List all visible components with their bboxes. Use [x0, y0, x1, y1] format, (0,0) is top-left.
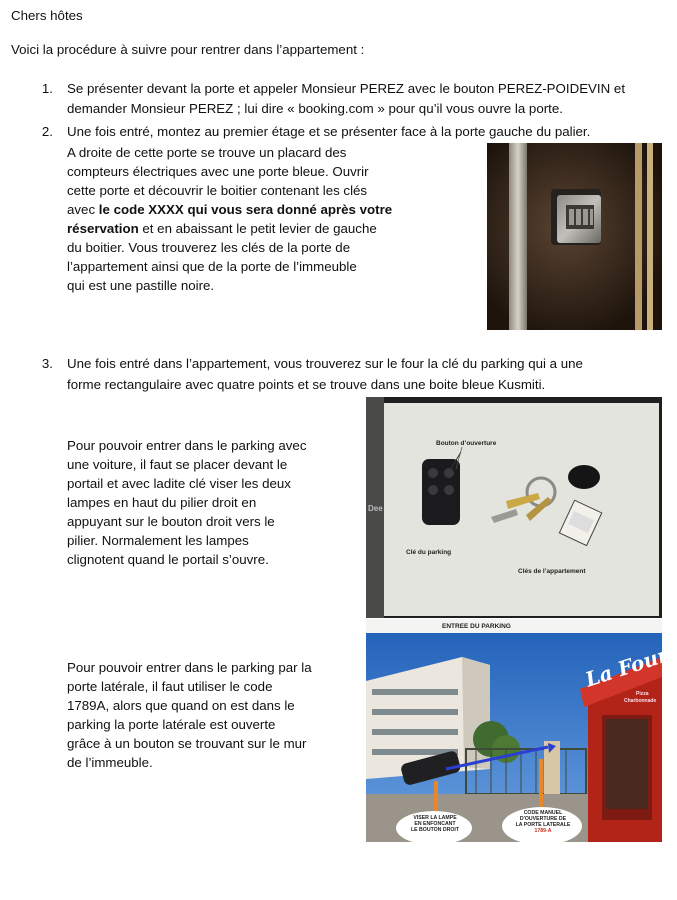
- step-number: 1.: [41, 81, 53, 96]
- sign-sub-2: Charbonnade: [624, 698, 657, 704]
- text-line: lampes en haut du pilier droit en: [67, 495, 257, 510]
- text-line: cette porte et découvrir le boitier contenant les clés: [67, 183, 368, 198]
- text-line: une voiture, il faut se placer devant le: [67, 457, 288, 472]
- text-line: A droite de cette porte se trouve un placard des: [67, 145, 347, 160]
- parking-side-instructions: [67, 658, 312, 772]
- text-line: compteurs électriques avec une porte bleue. Ouvrir: [67, 164, 369, 179]
- step-1-line-1: Se présenter devant la porte et appeler Monsieur PEREZ avec le bouton PEREZ-POIDEVIN et: [67, 81, 626, 96]
- text-line: appuyant sur le bouton droit vers le: [67, 514, 275, 529]
- step-number: 3.: [41, 356, 53, 371]
- text-line: Pour pouvoir entrer dans le parking avec: [67, 438, 307, 453]
- label-opening-button: Bouton d’ouverture: [436, 440, 497, 447]
- text-line: avec le code XXXX qui vous sera donné après votre: [67, 202, 393, 217]
- text-line: Pour pouvoir entrer dans le parking par la: [67, 660, 312, 675]
- greeting: Chers hôtes: [11, 8, 83, 23]
- label-parking-key: Clé du parking: [406, 549, 452, 556]
- bubble-aim-lamp: VISER LA LAMPE EN ENFONCANT LE BOUTON DROIT: [410, 815, 460, 833]
- bubble-manual-code: CODE MANUEL D'OUVERTURE DE LA PORTE LATERALE 1789-A: [515, 810, 571, 834]
- step-2-line-1: Une fois entré, montez au premier étage et se présenter face à la porte gauche du palier.: [67, 124, 591, 139]
- text-line: du boitier. Vous trouverez les clés de la porte de: [67, 240, 351, 255]
- parking-entrance-photo: [366, 619, 672, 842]
- text-line: pilier. Normalement les lampes: [67, 533, 249, 548]
- bold-code: le code XXXX qui vous sera donné après votre: [98, 202, 393, 217]
- text-line: qui est une pastille noire.: [67, 278, 215, 293]
- label-edge: Dee: [368, 504, 383, 513]
- text-line: l’appartement ainsi que de la porte de l’immeuble: [67, 259, 357, 274]
- parking-car-instructions: [67, 436, 306, 569]
- label-apartment-keys: Clés de l’appartement: [518, 568, 586, 575]
- step-3-line-2: forme rectangulaire avec quatre points et se trouve dans une boite bleue Kusmiti.: [67, 377, 546, 392]
- sign-sub-1: Pizza: [636, 691, 649, 697]
- intro: Voici la procédure à suivre pour rentrer dans l’appartement :: [11, 42, 365, 57]
- parking-key-photo: [366, 397, 662, 618]
- text-line: parking la porte latérale est ouverte: [67, 717, 276, 732]
- text-line: grâce à un bouton se trouvant sur le mur: [67, 736, 307, 751]
- step-number: 2.: [41, 124, 53, 139]
- keybox-photo: [487, 143, 662, 330]
- step-3-line-1: Une fois entré dans l’appartement, vous trouverez sur le four la clé du parking qui a une: [67, 356, 583, 371]
- text-line: de l’immeuble.: [67, 755, 153, 770]
- text-line: 1789A, alors que quand on est dans le: [67, 698, 295, 713]
- step-1-line-2: demander Monsieur PEREZ ; lui dire « booking.com » pour qu’il vous ouvre la porte.: [67, 101, 563, 116]
- entrance-title: ENTREE DU PARKING: [442, 623, 511, 630]
- text-line: réservation et en abaissant le petit levier de gauche: [67, 221, 377, 236]
- bold-code: réservation: [67, 221, 139, 236]
- keybox-instructions: [67, 143, 392, 295]
- restaurant-sign: La Four: [582, 642, 672, 692]
- text-line: porte latérale, il faut utiliser le code: [67, 679, 273, 694]
- text-line: clignotent quand le portail s’ouvre.: [67, 552, 269, 567]
- text-line: portail et avec ladite clé viser les deux: [67, 476, 291, 491]
